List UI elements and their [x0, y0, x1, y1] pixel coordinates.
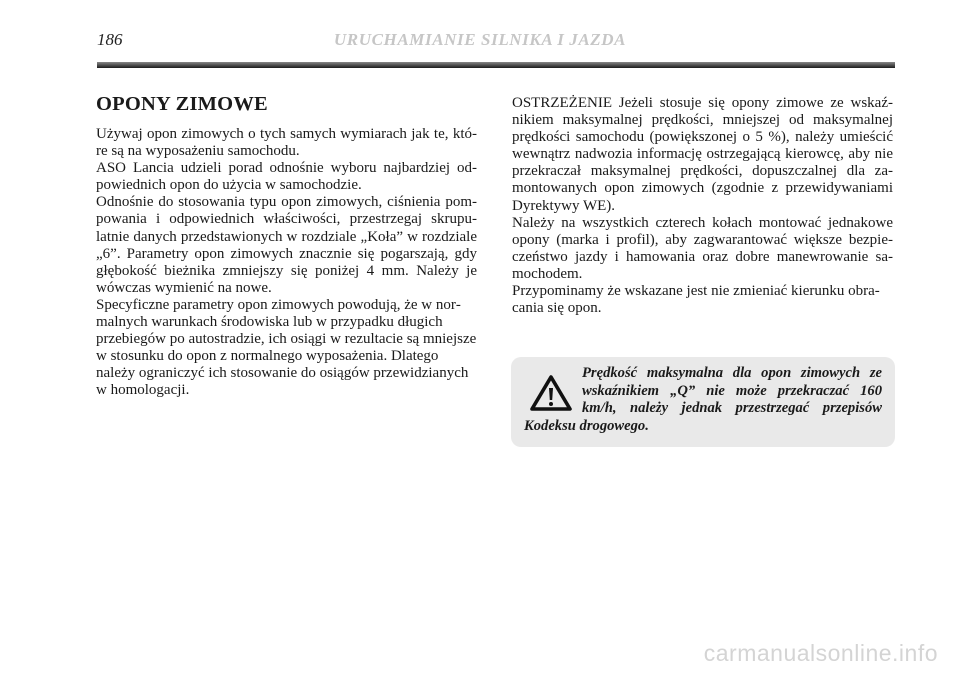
page-number: 186 [97, 30, 123, 49]
warning-text: Prędkość maksymalna dla opon zimowych ze wskaźnikiem „Q” nie może przekraczać 160 km/h, należy jednak przestrzegać przepisów Kodeksu drogowego. [524, 365, 882, 434]
header-rule [97, 62, 895, 68]
warning-box [511, 357, 895, 447]
paragraph: ASO Lancia udzieli porad odnośnie wyboru najbardziej odpowiednich opon do użycia w samochodzie. [96, 160, 477, 194]
paragraph: Należy na wszystkich czterech kołach montować jednakowe opony (marka i profil), aby zagwarantować większe bezpieczeństwo jazdy i hamowania oraz dobre manewrowanie samochodem. [512, 214, 893, 282]
watermark: carmanualsonline.info [703, 640, 938, 666]
warning-triangle-icon [530, 375, 572, 411]
paragraph: Przypominamy że wskazane jest nie zmieniać kierunku obracania się opon. [512, 283, 880, 317]
left-column [96, 92, 477, 400]
paragraph: Odnośnie do stosowania typu opon zimowych, ciśnienia pompowania i odpowiednich właściwości, przestrzegaj skrupulatnie danych przedstawionych w rozdziale „Koła” w rozdziale „6”. Parametry opon zimowych znacznie się pogarszają, gdy głębokość bieżnika zmniejszy się poniżej 4 mm. Należy je wówczas wymienić na nowe. [96, 194, 477, 296]
paragraph: Używaj opon zimowych o tych samych wymiarach jak te, które są na wyposażeniu samochodu. [96, 126, 477, 160]
paragraph: OSTRZEŻENIE Jeżeli stosuje się opony zimowe ze wskaźnikiem maksymalnej prędkości, mniejszej od maksymalnej prędkości samochodu (powiększonej o 5 %), należy umieścić wewnątrz nadwozia informację ostrzegającą kierowcę, aby nie przekraczał maksymalnej prędkości, dopuszczalnej dla zamontowanych opon zimowych (zgodnie z przewidywaniami Dyrektywy WE). [512, 95, 893, 214]
right-column [512, 95, 893, 317]
section-title: OPONY ZIMOWE [96, 93, 268, 115]
paragraph: Specyficzne parametry opon zimowych powodują, że w normalnych warunkach środowiska lub w przypadku długich przebiegów po autostradzie, ich osiągi w rezultacie są mniejsze w stosunku do opon z normalnego wyposażenia. Dlatego należy ograniczyć ich stosowanie do osiągów przewidzianych w homologacji. [96, 296, 477, 399]
running-header: URUCHAMIANIE SILNIKA I JAZDA [333, 30, 627, 49]
